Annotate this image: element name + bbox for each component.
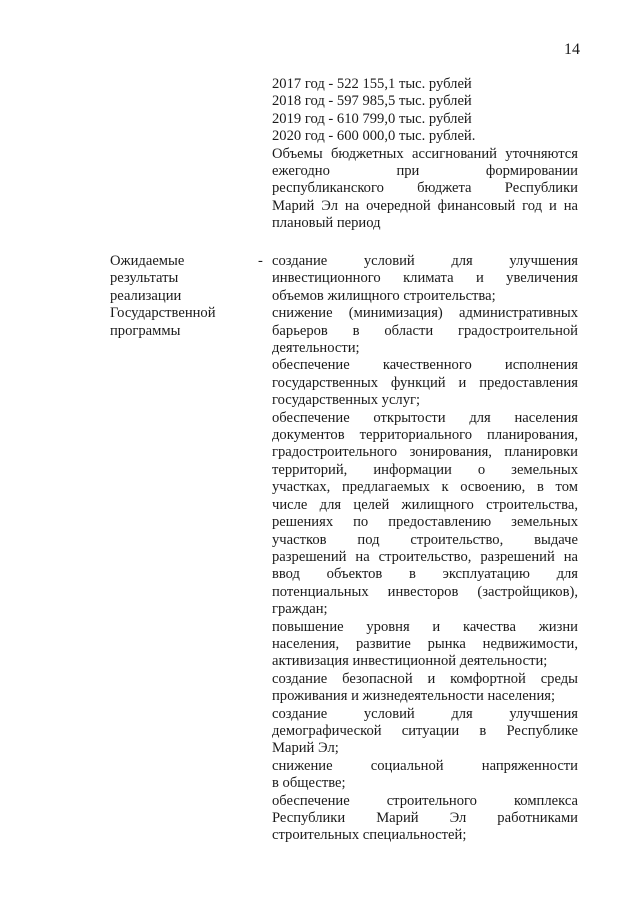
results-label-line: Ожидаемые — [110, 253, 185, 269]
result-item-line: территорий, информации о земельных — [272, 461, 578, 478]
result-item-line: документов территориального планирования, — [272, 427, 578, 444]
result-item-line: градостроительного зонирования, планировки — [272, 444, 578, 461]
result-item-line: создание условий для улучшения — [272, 705, 578, 722]
funding-note-line: Объемы бюджетных ассигнований уточняются — [272, 145, 578, 162]
funding-line-2017: 2017 год - 522 155,1 тыс. рублей — [272, 76, 472, 92]
result-item-line: граждан; — [272, 601, 328, 618]
result-item-line: участков под строительство, выдаче — [272, 531, 578, 548]
result-item-line: объемов жилищного строительства; — [272, 287, 496, 304]
page-number: 14 — [564, 41, 580, 58]
result-item-line: ввод объектов в эксплуатацию для — [272, 566, 578, 583]
result-item — [272, 671, 578, 706]
result-item-line: решениях по предоставлению земельных — [272, 514, 578, 531]
results-label — [110, 253, 250, 340]
funding-line-2019: 2019 год - 610 799,0 тыс. рублей — [272, 110, 472, 127]
result-item-line: Республики Марий Эл работниками — [272, 810, 578, 826]
funding-block — [272, 76, 578, 233]
result-item-line: инвестиционного климата и увеличения — [272, 270, 578, 287]
result-item — [272, 706, 578, 758]
result-item-line: проживания и жизнедеятельности населения; — [272, 688, 556, 705]
results-label-line: реализации — [110, 287, 182, 304]
funding-line-2018: 2018 год - 597 985,5 тыс. рублей — [272, 93, 472, 110]
results-label-line: Государственной — [110, 305, 216, 322]
result-item-line: числе для целей жилищного строительства, — [272, 496, 578, 513]
funding-note-line: республиканского бюджета Республики — [272, 180, 578, 197]
result-item-line: строительных специальностей; — [272, 827, 467, 844]
result-item-line: повышение уровня и качества жизни — [272, 618, 578, 635]
result-item — [272, 619, 578, 671]
funding-line-2020: 2020 год - 600 000,0 тыс. рублей. — [272, 128, 476, 145]
result-item — [272, 305, 578, 357]
result-item-line: населения, развитие рынка недвижимости, — [272, 635, 578, 652]
results-label-line: программы — [110, 322, 181, 339]
result-item-line: обеспечение открытости для населения — [272, 409, 578, 426]
results-label-line: результаты — [110, 270, 179, 287]
funding-note-line: ежегодно при формировании — [272, 163, 578, 180]
result-item — [272, 410, 578, 619]
result-item — [272, 793, 578, 845]
result-item-line: в обществе; — [272, 775, 346, 792]
result-item-line: снижение социальной напряженности — [272, 757, 578, 774]
result-item-line: создание условий для улучшения — [272, 253, 578, 269]
result-item-line: обеспечение качественного исполнения — [272, 357, 578, 374]
result-item-line: демографической ситуации в Республике — [272, 722, 578, 739]
result-item-line: разрешений на строительство, разрешений на — [272, 548, 578, 565]
result-item-line: активизация инвестиционной деятельности; — [272, 653, 548, 670]
result-item-line: государственных услуг; — [272, 392, 421, 409]
result-item — [272, 758, 578, 793]
result-item-line: создание безопасной и комфортной среды — [272, 670, 578, 687]
result-item-line: деятельности; — [272, 340, 360, 357]
result-item-line: барьеров в области градостроительной — [272, 322, 578, 339]
result-item-line: обеспечение строительного комплекса — [272, 792, 578, 809]
result-item-line: участках, предлагаемых к освоению, в том — [272, 479, 578, 496]
results-dash: - — [258, 253, 263, 269]
funding-note-line: Марий Эл на очередной финансовый год и на — [272, 197, 578, 214]
result-item-line: Марий Эл; — [272, 740, 339, 757]
result-item — [272, 253, 578, 305]
result-item-line: потенциальных инвесторов (застройщиков), — [272, 583, 578, 600]
funding-note-line: плановый период — [272, 215, 381, 232]
result-item — [272, 357, 578, 409]
result-item-line: снижение (минимизация) административных — [272, 305, 578, 322]
result-item-line: государственных функций и предоставления — [272, 374, 578, 391]
results-list — [272, 253, 578, 845]
